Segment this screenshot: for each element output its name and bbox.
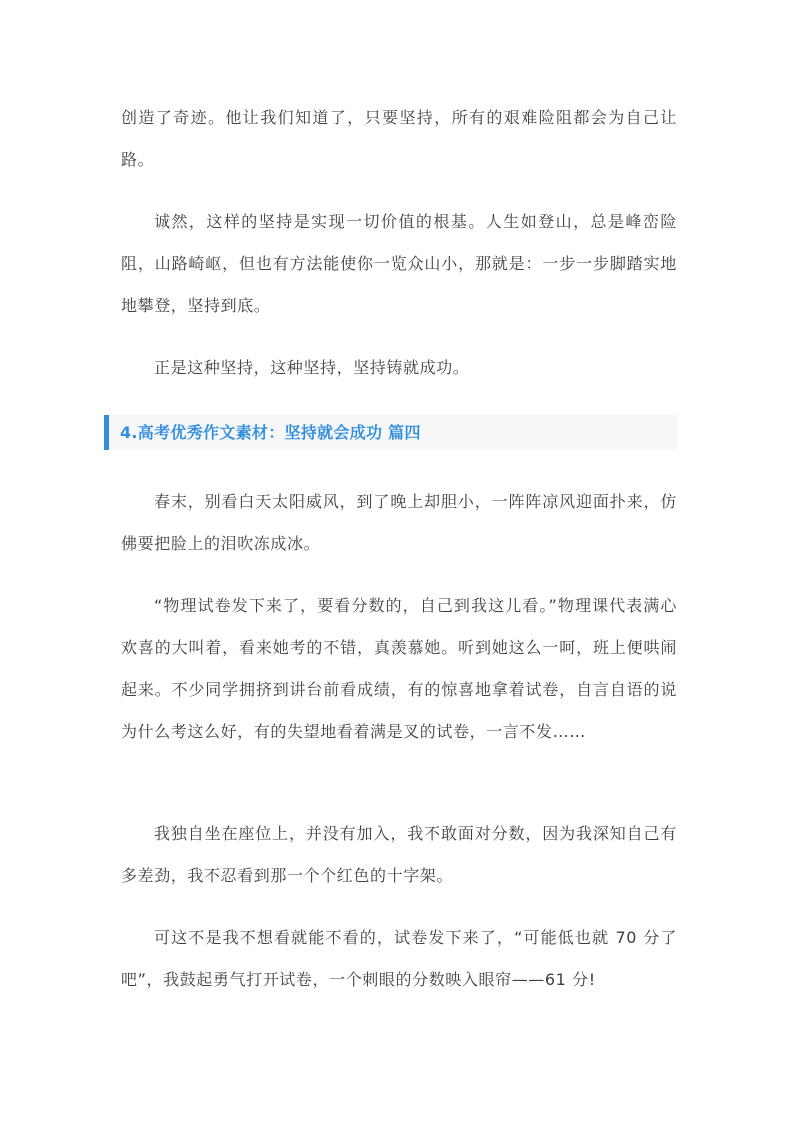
paragraph-1: 创造了奇迹。他让我们知道了，只要坚持，所有的艰难险阻都会为自己让路。 <box>121 108 677 169</box>
section-heading <box>104 415 677 450</box>
paragraph-5: “物理试卷发下来了，要看分数的，自己到我这儿看。”物理课代表满心欢喜的大叫着，看来她考的不错，真羡慕她。听到她这么一呵，班上便哄闹起来。不少同学拥挤到讲台前看成绩，有的惊喜地拿着试卷，自言自语的说为什么考这么好，有的失望地看着满是叉的试卷，一言不发…… <box>121 596 677 741</box>
section-heading-text: 4.高考优秀作文素材：坚持就会成功 篇四 <box>120 423 421 442</box>
paragraph-4: 春末，别看白天太阳威风，到了晚上却胆小，一阵阵凉风迎面扑来，仿佛要把脸上的泪吹冻成冰。 <box>121 492 677 553</box>
paragraph-2: 诚然，这样的坚持是实现一切价值的根基。人生如登山，总是峰峦险阻，山路崎岖，但也有方法能使你一览众山小，那就是：一步一步脚踏实地地攀登，坚持到底。 <box>121 212 677 315</box>
paragraph-6: 我独自坐在座位上，并没有加入，我不敢面对分数，因为我深知自己有多差劲，我不忍看到那一个个红色的十字架。 <box>121 824 677 885</box>
paragraph-3: 正是这种坚持，这种坚持，坚持铸就成功。 <box>154 358 470 377</box>
heading-accent-bar <box>104 415 109 450</box>
paragraph-7: 可这不是我不想看就能不看的，试卷发下来了，“可能低也就 70 分了吧”，我鼓起勇气打开试卷，一个刺眼的分数映入眼帘——61 分! <box>121 928 677 989</box>
